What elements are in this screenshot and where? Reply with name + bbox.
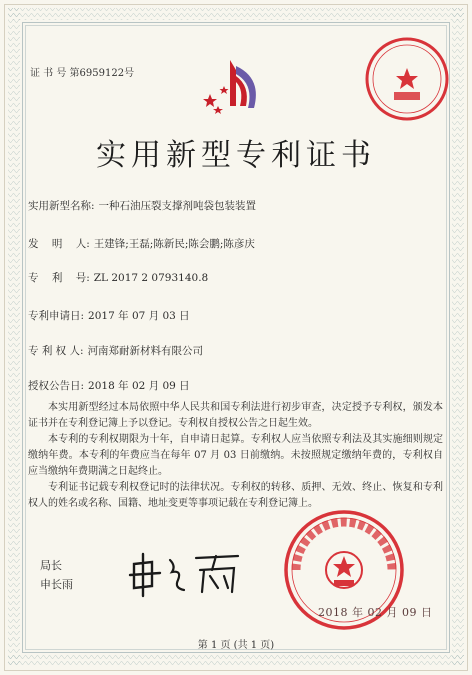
field-application-date: 专利申请日: 2017 年 07 月 03 日	[28, 310, 190, 322]
field-grant-date: 授权公告日: 2018 年 02 月 09 日	[28, 380, 190, 392]
field-patent-number: 专 利 号: ZL 2017 2 0793140.8	[28, 272, 209, 284]
certificate-title: 实用新型专利证书	[96, 138, 376, 173]
field-patentee: 专 利 权 人: 河南郑耐新材料有限公司	[28, 345, 204, 357]
certificate-number: 证 书 号 第6959122号	[30, 68, 135, 79]
cnipa-emblem-icon	[196, 56, 276, 120]
page-footer: 第 1 页 (共 1 页)	[197, 640, 275, 651]
body-paragraph-3: 专利证书记载专利权登记时的法律状况。专利权的转移、质押、无效、终止、恢复和专利权人的姓名或名称、国籍、地址变更等事项记载在专利登记簿上。	[28, 482, 443, 509]
body-paragraph-2: 本专利的专利权期限为十年，自申请日起算。专利权人应当依照专利法及其实施细则规定缴纳年费。本专利的年费应当在每年 07 月 03 日前缴纳。未按照规定缴纳年费的，专利权自应当缴纳年费期满之日起终止。	[28, 434, 443, 477]
signatory-title: 局长	[40, 559, 62, 572]
agency-seal-icon	[364, 36, 450, 122]
stamp-date: 2018 年 02 月 09 日	[318, 606, 433, 619]
certificate-body	[28, 400, 443, 512]
field-utility-model-name: 实用新型名称: 一种石油压裂支撑剂吨袋包装装置	[28, 200, 257, 212]
signatory-name: 申长雨	[40, 578, 73, 591]
body-paragraph-1: 本实用新型经过本局依照中华人民共和国专利法进行初步审查，决定授予专利权，颁发本证书并在专利登记簿上予以登记。专利权自授权公告之日起生效。	[28, 402, 443, 429]
field-inventors: 发 明 人: 王建锋;王磊;陈新民;陈会鹏;陈彦庆	[28, 238, 255, 250]
handwritten-signature	[126, 548, 246, 600]
